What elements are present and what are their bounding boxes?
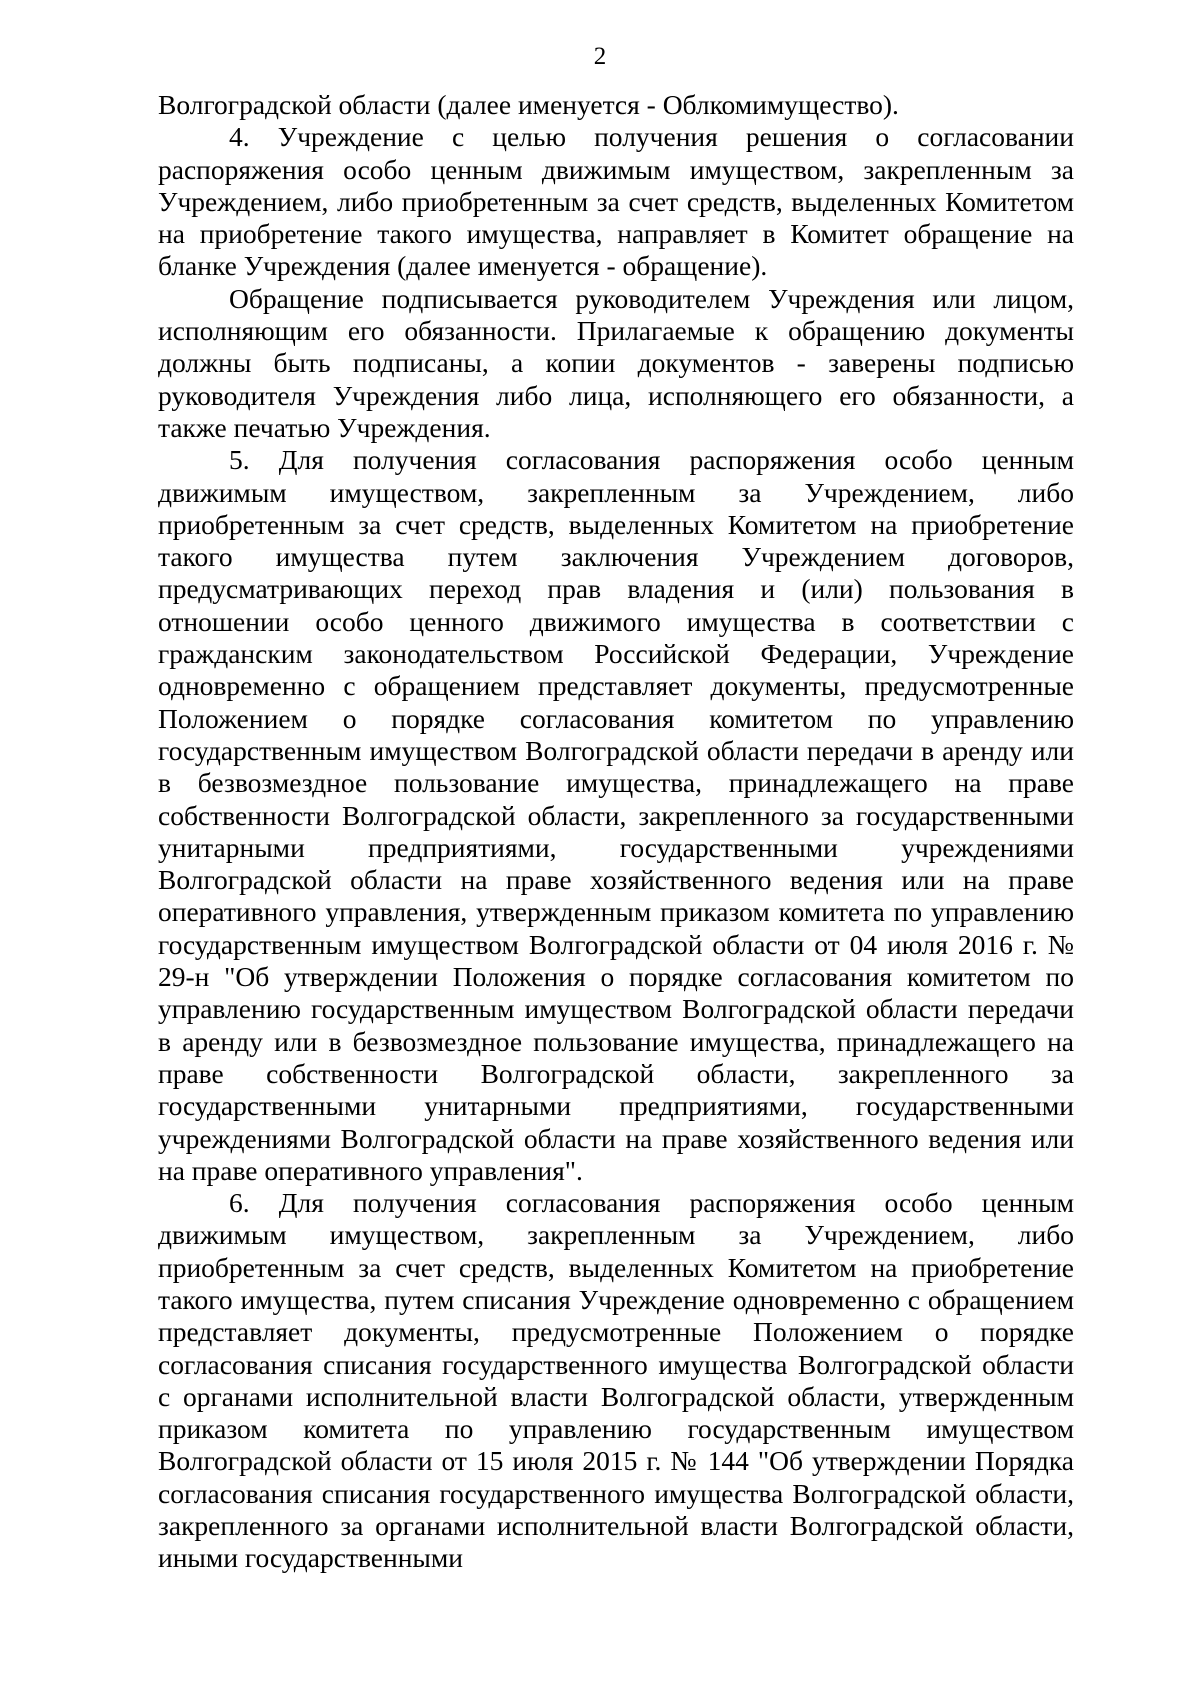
document-body bbox=[158, 89, 1074, 1575]
paragraph-continuation: Волгоградской области (далее именуется - Облкомимущество). bbox=[158, 89, 899, 120]
paragraph-item-5: 5. Для получения согласования распоряжения особо ценным движимым имуществом, закрепленным за Учреждением, либо приобретенным за счет средств, выделенных Комитетом на приобретение такого имущества путем заключения Учреждением договоров, предусматривающих переход прав владения и (или) пользования в отношении особо ценного движимого имущества в соответствии с гражданским законодательством Российской Федерации, Учреждение одновременно с обращением представляет документы, предусмотренные Положением о порядке согласования комитетом по управлению государственным имуществом Волгоградской области передачи в аренду или в безвозмездное пользование имущества, принадлежащего на праве собственности Волгоградской области, закрепленного за государственными унитарными предприятиями, государственными учреждениями Волгоградской области на праве хозяйственного ведения или на праве оперативного управления, утвержденным приказом комитета по управлению государственным имуществом Волгоградской области от 04 июля 2016 г. № 29-н "Об утверждении Положения о порядке согласования комитетом по управлению государственным имуществом Волгоградской области передачи в аренду или в безвозмездное пользование имущества, принадлежащего на праве собственности Волгоградской области, закрепленного за государственными унитарными предприятиями, государственными учреждениями Волгоградской области на праве хозяйственного ведения или на праве оперативного управления". bbox=[158, 444, 1074, 1186]
paragraph-signature-requirements: Обращение подписывается руководителем Учреждения или лицом, исполняющим его обязанности. Прилагаемые к обращению документы должны быть подписаны, а копии документов - заверены подписью руководителя Учреждения либо лица, исполняющего его обязанности, а также печатью Учреждения. bbox=[158, 282, 1074, 443]
paragraph-item-6: 6. Для получения согласования распоряжения особо ценным движимым имуществом, закрепленным за Учреждением, либо приобретенным за счет средств, выделенных Комитетом на приобретение такого имущества, путем списания Учреждение одновременно с обращением представляет документы, предусмотренные Положением о порядке согласования списания государственного имущества Волгоградской области с органами исполнительной власти Волгоградской области, утвержденным приказом комитета по управлению государственным имуществом Волгоградской области от 15 июля 2015 г. № 144 "Об утверждении Порядка согласования списания государственного имущества Волгоградской области, закрепленного за органами исполнительной власти Волгоградской области, иными государственными bbox=[158, 1187, 1074, 1574]
page-number: 2 bbox=[593, 43, 607, 70]
paragraph-item-4: 4. Учреждение с целью получения решения о согласовании распоряжения особо ценным движимым имуществом, закрепленным за Учреждением, либо приобретенным за счет средств, выделенных Комитетом на приобретение такого имущества, направляет в Комитет обращение на бланке Учреждения (далее именуется - обращение). bbox=[158, 121, 1074, 282]
